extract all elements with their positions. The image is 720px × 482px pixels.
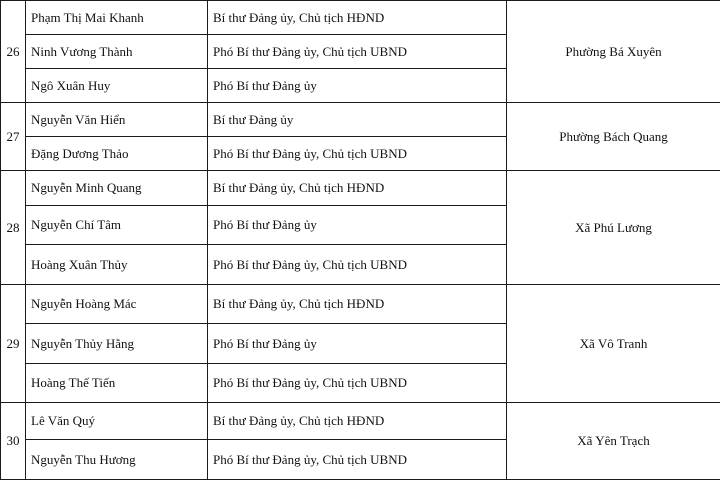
person-position: Phó Bí thư Đảng ủy xyxy=(208,324,507,364)
table-body xyxy=(1,1,720,480)
person-position: Bí thư Đảng ủy, Chủ tịch HĐND xyxy=(208,403,507,440)
person-position: Bí thư Đảng ủy, Chủ tịch HĐND xyxy=(208,285,507,324)
person-name: Nguyễn Thu Hương xyxy=(26,440,208,480)
table-row xyxy=(1,171,720,206)
group-number: 28 xyxy=(1,171,26,285)
table-row xyxy=(1,285,720,324)
person-position: Bí thư Đảng ủy, Chủ tịch HĐND xyxy=(208,171,507,206)
group-number: 27 xyxy=(1,103,26,171)
person-name: Nguyễn Minh Quang xyxy=(26,171,208,206)
person-name: Nguyễn Chí Tâm xyxy=(26,206,208,245)
person-position: Phó Bí thư Đảng ủy, Chủ tịch UBND xyxy=(208,440,507,480)
table-row xyxy=(1,403,720,440)
person-name: Phạm Thị Mai Khanh xyxy=(26,1,208,35)
person-name: Hoàng Xuân Thủy xyxy=(26,245,208,285)
table-row xyxy=(1,1,720,35)
person-name: Ngô Xuân Huy xyxy=(26,69,208,103)
person-name: Đặng Dương Thảo xyxy=(26,137,208,171)
group-number: 29 xyxy=(1,285,26,403)
unit-name: Xã Phú Lương xyxy=(507,171,720,285)
person-position: Phó Bí thư Đảng ủy, Chủ tịch UBND xyxy=(208,245,507,285)
unit-name: Xã Yên Trạch xyxy=(507,403,720,480)
group-number: 26 xyxy=(1,1,26,103)
person-position: Bí thư Đảng ủy xyxy=(208,103,507,137)
group-number: 30 xyxy=(1,403,26,480)
person-name: Lê Văn Quý xyxy=(26,403,208,440)
person-name: Nguyễn Hoàng Mác xyxy=(26,285,208,324)
person-position: Phó Bí thư Đảng ủy, Chủ tịch UBND xyxy=(208,137,507,171)
person-position: Phó Bí thư Đảng ủy xyxy=(208,69,507,103)
person-name: Nguyễn Thủy Hằng xyxy=(26,324,208,364)
person-name: Nguyễn Văn Hiển xyxy=(26,103,208,137)
unit-name: Phường Bá Xuyên xyxy=(507,1,720,103)
person-name: Ninh Vương Thành xyxy=(26,35,208,69)
person-position: Phó Bí thư Đảng ủy, Chủ tịch UBND xyxy=(208,364,507,403)
person-position: Phó Bí thư Đảng ủy, Chủ tịch UBND xyxy=(208,35,507,69)
person-position: Phó Bí thư Đảng ủy xyxy=(208,206,507,245)
unit-name: Xã Vô Tranh xyxy=(507,285,720,403)
table-row xyxy=(1,103,720,137)
unit-name: Phường Bách Quang xyxy=(507,103,720,171)
person-position: Bí thư Đảng ủy, Chủ tịch HĐND xyxy=(208,1,507,35)
person-name: Hoàng Thế Tiến xyxy=(26,364,208,403)
